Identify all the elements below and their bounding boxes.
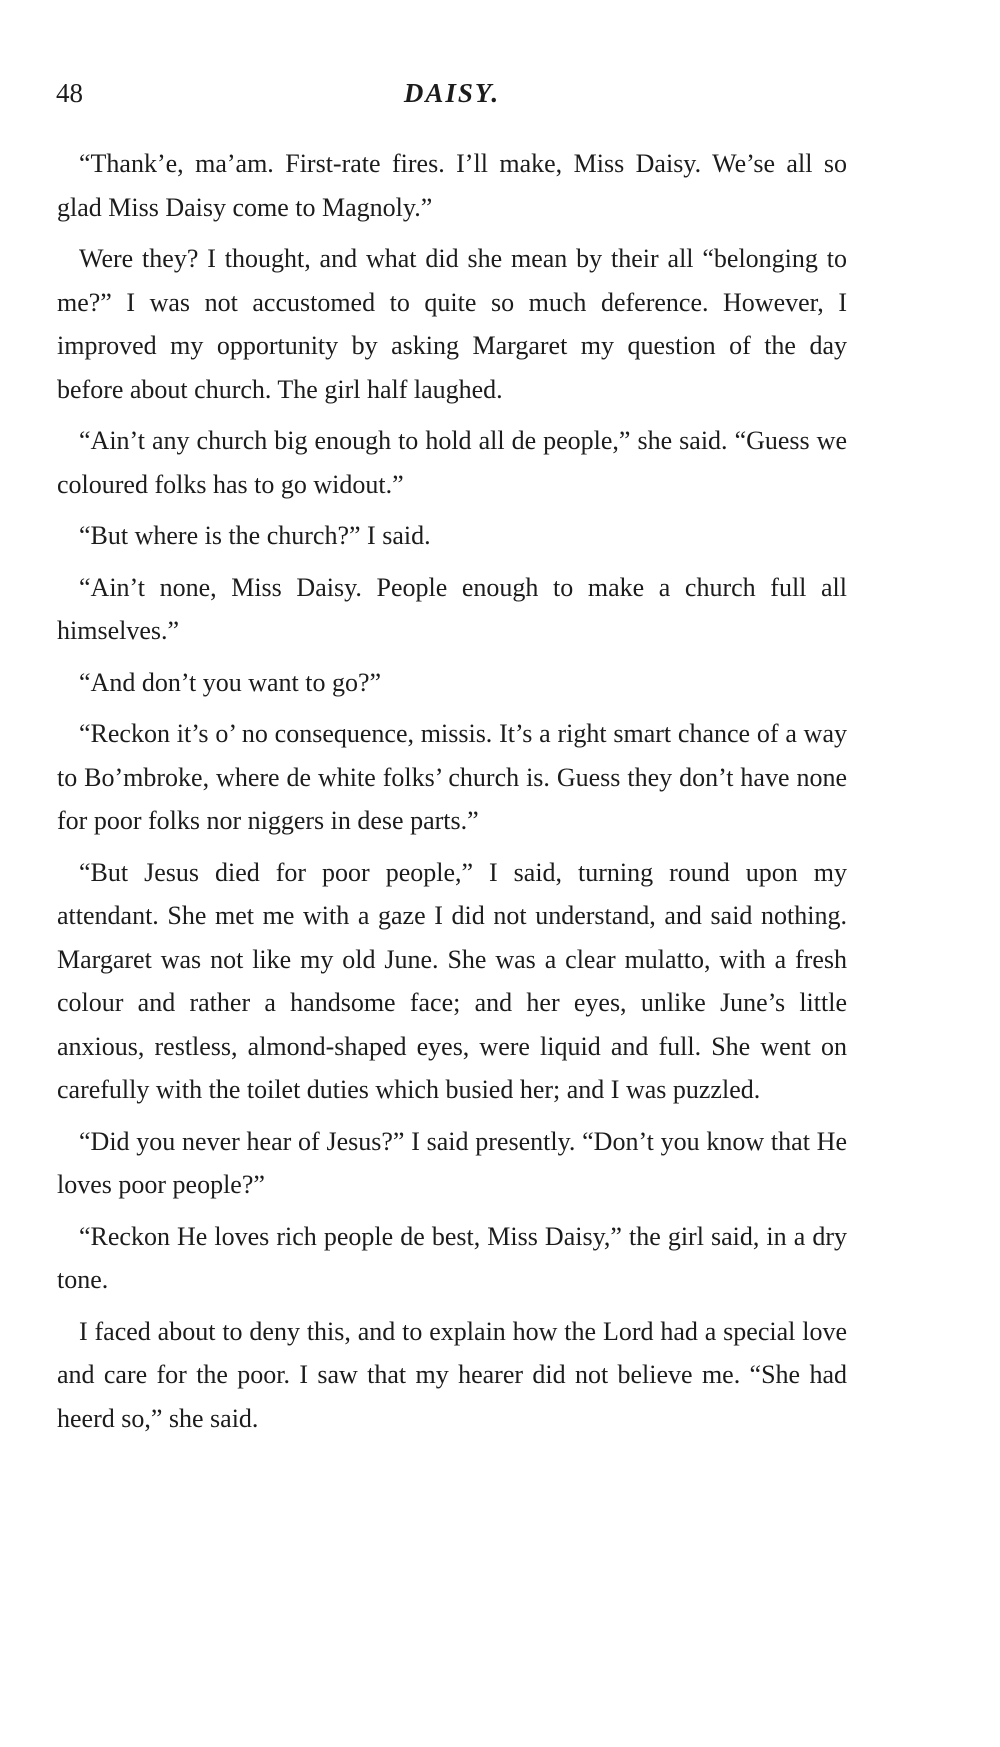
paragraph: “And don’t you want to go?” <box>79 667 382 697</box>
paragraph: “Ain’t any church big enough to hold all de people,” she said. “Guess we coloured folks has to go widout.” <box>57 426 847 499</box>
running-title: DAISY. <box>403 78 501 108</box>
page-number: 48 <box>56 78 83 108</box>
paragraph: “Thank’e, ma’am. First-rate fires. I’ll make, Miss Daisy. We’se all so glad Miss Daisy come to Magnoly.” <box>57 149 847 222</box>
paragraph: I faced about to deny this, and to explain how the Lord had a special love and care for the poor. I saw that my hearer did not believe me. “She had heerd so,” she said. <box>57 1316 847 1433</box>
body-text <box>57 142 847 1448</box>
paragraph: Were they? I thought, and what did she mean by their all “belonging to me?” I was not accustomed to quite so much deference. However, I improved my opportunity by asking Margaret my question of the day before about church. The girl half laughed. <box>57 244 847 404</box>
paragraph: “Reckon it’s o’ no consequence, missis. It’s a right smart chance of a way to Bo’mbroke, where de white folks’ church is. Guess they don’t have none for poor folks nor niggers in dese parts.” <box>57 719 847 835</box>
paragraph: “But where is the church?” I said. <box>79 521 431 550</box>
paragraph: “But Jesus died for poor people,” I said, turning round upon my attendant. She met me with a gaze I did not understand, and said nothing. Margaret was not like my old June. She was a clear mulatto, with a fresh colour and rather a handsome face; and her eyes, unlike June’s little anxious, restless, almond-shaped eyes, were liquid and full. She went on carefully with the toilet duties which busied her; and I was puzzled. <box>57 857 847 1104</box>
page-header <box>56 78 848 118</box>
paragraph: “Ain’t none, Miss Daisy. People enough to make a church full all himselves.” <box>57 572 847 645</box>
paragraph: “Did you never hear of Jesus?” I said presently. “Don’t you know that He loves poor people?” <box>57 1126 847 1199</box>
paragraph: “Reckon He loves rich people de best, Miss Daisy,” the girl said, in a dry tone. <box>57 1221 847 1294</box>
